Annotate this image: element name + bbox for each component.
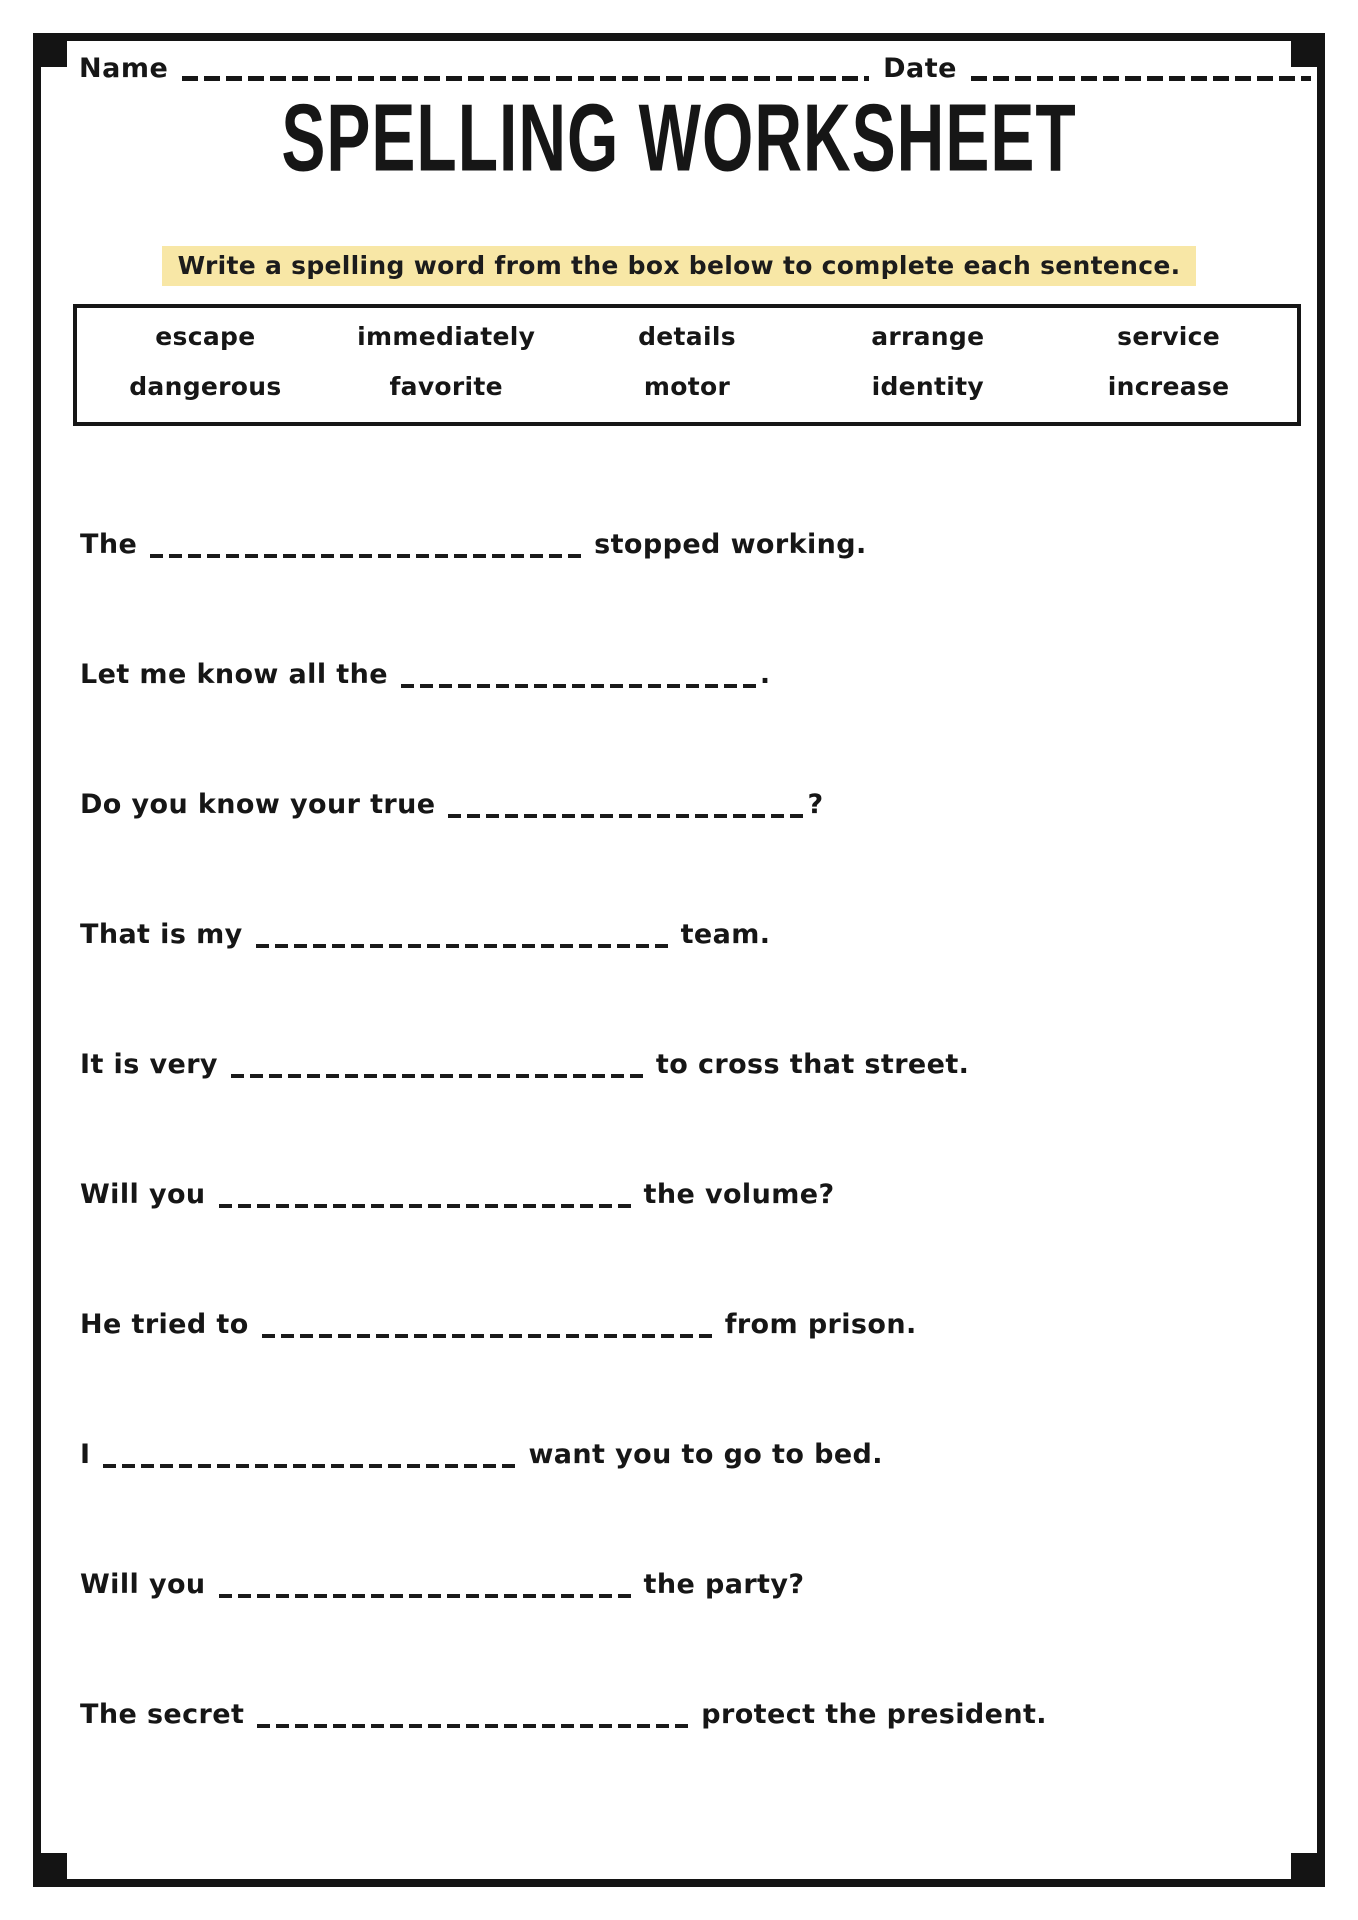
word-bank-item: arrange	[871, 322, 985, 351]
sentence-pre-text: He tried to	[80, 1309, 249, 1340]
sentence-row	[80, 658, 771, 692]
sentence-pre-text: Will you	[80, 1179, 206, 1210]
word-bank-row	[85, 372, 1289, 402]
word-bank-item: favorite	[389, 372, 503, 401]
answer-blank-line	[219, 1204, 631, 1208]
sentence-row	[80, 1438, 883, 1472]
sentence-row	[80, 1048, 969, 1082]
sentence-row	[80, 1568, 804, 1602]
corner-mark	[41, 41, 67, 67]
word-bank-item: service	[1117, 322, 1221, 351]
sentence-post-text: from prison.	[724, 1309, 917, 1340]
page-title	[41, 83, 1317, 191]
sentence-row	[80, 918, 770, 952]
instruction-row	[41, 246, 1317, 286]
page-title-text: SPELLING WORKSHEET	[281, 83, 1077, 191]
sentence-pre-text: Do you know your true	[80, 789, 436, 820]
corner-mark	[1291, 1853, 1317, 1879]
sentence-post-text: the party?	[643, 1569, 805, 1600]
sentence-pre-text: I	[80, 1439, 91, 1470]
answer-blank-line	[448, 814, 803, 818]
answer-blank-line	[231, 1074, 643, 1078]
word-bank-box	[73, 304, 1301, 426]
answer-blank-line	[103, 1464, 515, 1468]
sentence-post-text: .	[759, 659, 771, 690]
sentence-post-text: ?	[807, 789, 824, 820]
sentence-post-text: stopped working.	[594, 529, 867, 560]
answer-blank-line	[257, 1724, 688, 1728]
word-bank-row	[85, 322, 1289, 352]
name-blank-line	[182, 76, 869, 81]
page-border-frame	[33, 33, 1325, 1887]
date-label: Date	[883, 53, 957, 84]
answer-blank-line	[256, 944, 668, 948]
word-bank-item: details	[638, 322, 736, 351]
sentence-pre-text: That is my	[80, 919, 243, 950]
sentence-post-text: want you to go to bed.	[528, 1439, 883, 1470]
sentence-post-text: protect the president.	[701, 1699, 1047, 1730]
sentence-row	[80, 1308, 917, 1342]
sentence-pre-text: Let me know all the	[80, 659, 388, 690]
word-bank-item: escape	[155, 322, 256, 351]
corner-mark	[41, 1853, 67, 1879]
date-blank-line	[971, 76, 1311, 81]
sentence-pre-text: Will you	[80, 1569, 206, 1600]
sentence-pre-text: The	[80, 529, 138, 560]
sentence-row	[80, 788, 824, 822]
sentence-row	[80, 1698, 1047, 1732]
word-bank-item: immediately	[357, 322, 536, 351]
word-bank-item: dangerous	[129, 372, 282, 401]
sentence-pre-text: The secret	[80, 1699, 245, 1730]
answer-blank-line	[219, 1594, 631, 1598]
sentence-post-text: to cross that street.	[655, 1049, 970, 1080]
sentence-row	[80, 528, 867, 562]
name-label: Name	[79, 53, 169, 84]
answer-blank-line	[401, 684, 756, 688]
word-bank-item: increase	[1107, 372, 1230, 401]
sentence-post-text: the volume?	[643, 1179, 835, 1210]
sentence-row	[80, 1178, 835, 1212]
answer-blank-line	[150, 554, 581, 558]
word-bank-item: identity	[871, 372, 984, 401]
word-bank-item: motor	[643, 372, 731, 401]
answer-blank-line	[262, 1334, 712, 1338]
instruction-text: Write a spelling word from the box below to complete each sentence.	[162, 246, 1197, 286]
sentence-post-text: team.	[680, 919, 771, 950]
name-date-row	[79, 53, 1311, 84]
sentence-pre-text: It is very	[80, 1049, 218, 1080]
